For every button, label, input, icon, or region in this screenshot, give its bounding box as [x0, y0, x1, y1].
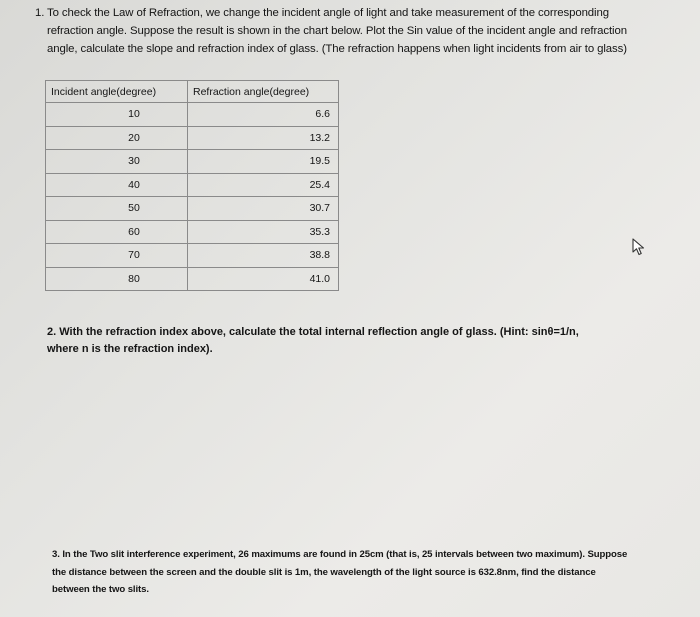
incident-angle-cell: 50: [46, 197, 188, 221]
table-row: [46, 197, 339, 221]
table-row: [46, 126, 339, 150]
header-incident-angle: Incident angle(degree): [46, 81, 188, 103]
refraction-data-table: [45, 80, 339, 291]
table-header-row: [46, 81, 339, 103]
table-row: [46, 150, 339, 174]
question-3: 3. In the Two slit interference experiment, 26 maximums are found in 25cm (that is, 25 intervals between two maximum). Suppose the distance between the screen and the double slit is 1m, the wavelength of the light source is 632.8nm, find the distance between the two slits.: [52, 549, 628, 595]
incident-angle-cell: 20: [46, 126, 188, 150]
question-1-number: 1.: [35, 7, 45, 19]
table-row: [46, 173, 339, 197]
incident-angle-cell: 60: [46, 220, 188, 244]
refraction-angle-cell: 41.0: [188, 267, 339, 291]
refraction-angle-cell: 35.3: [188, 220, 339, 244]
refraction-angle-cell: 30.7: [188, 197, 339, 221]
mouse-pointer-icon: [632, 238, 646, 256]
table-row: [46, 244, 339, 268]
table-row: [46, 103, 339, 127]
refraction-angle-cell: 25.4: [188, 173, 339, 197]
refraction-angle-cell: 19.5: [188, 150, 339, 174]
refraction-angle-cell: 6.6: [188, 103, 339, 127]
header-refraction-angle: Refraction angle(degree): [188, 81, 339, 103]
table-row: [46, 220, 339, 244]
incident-angle-cell: 30: [46, 150, 188, 174]
refraction-angle-cell: 38.8: [188, 244, 339, 268]
incident-angle-cell: 80: [46, 267, 188, 291]
table-row: [46, 267, 339, 291]
incident-angle-cell: 10: [46, 103, 188, 127]
question-2: 2. With the refraction index above, calculate the total internal reflection angle of glass. (Hint: sinθ=1/n, where n is the refraction index).: [47, 326, 579, 355]
refraction-angle-cell: 13.2: [188, 126, 339, 150]
question-1: [35, 4, 657, 58]
question-1-text: To check the Law of Refraction, we change the incident angle of light and take measurement of the corresponding refraction angle. Suppose the result is shown in the chart below. Plot the Sin value of the incident angle and refraction angle, calculate the slope and refraction index of glass. (The refraction happens when light incidents from air to glass): [47, 7, 627, 55]
incident-angle-cell: 70: [46, 244, 188, 268]
incident-angle-cell: 40: [46, 173, 188, 197]
